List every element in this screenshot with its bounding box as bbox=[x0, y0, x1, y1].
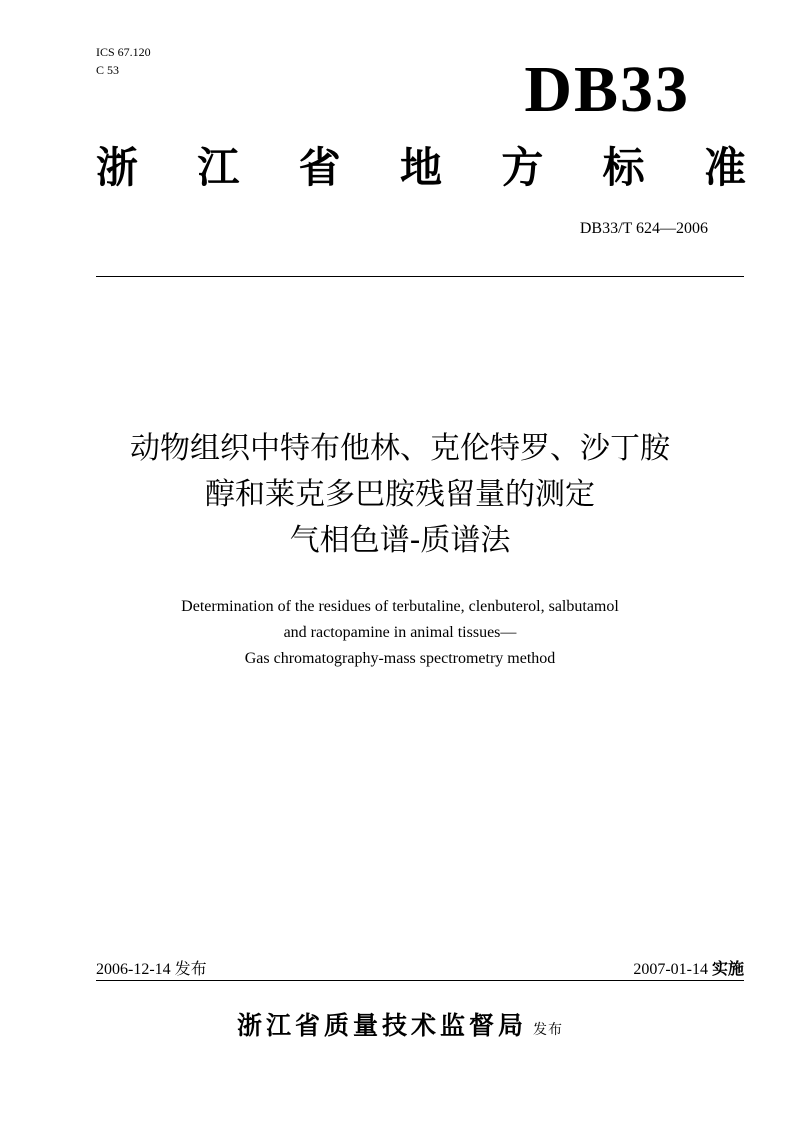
chinese-title-line: 气相色谱-质谱法 bbox=[289, 523, 511, 558]
ccs-code: C 53 bbox=[96, 63, 120, 77]
standard-type-char: 省 bbox=[298, 143, 341, 192]
implementation-date-value: 2007-01-14 bbox=[633, 961, 708, 978]
issue-date-value: 2006-12-14 bbox=[96, 961, 171, 978]
standard-logo: DB33 bbox=[524, 53, 690, 126]
chinese-title-line: 醇和莱克多巴胺残留量的测定 bbox=[205, 477, 595, 512]
standard-type-heading bbox=[96, 140, 746, 196]
implementation-label: 实施 bbox=[711, 959, 744, 978]
ics-code: ICS 67.120 bbox=[96, 45, 151, 59]
chinese-title bbox=[60, 426, 740, 564]
standard-type-char: 方 bbox=[501, 143, 544, 192]
top-divider bbox=[96, 276, 744, 277]
issue-label: 发布 bbox=[174, 959, 207, 978]
english-title bbox=[60, 594, 740, 672]
english-title-line: Determination of the residues of terbutaline, clenbuterol, salbutamol bbox=[181, 598, 619, 615]
issue-date bbox=[96, 958, 207, 981]
bottom-divider bbox=[96, 980, 744, 981]
standard-type-char: 江 bbox=[197, 143, 240, 192]
english-title-line: Gas chromatography-mass spectrometry method bbox=[244, 650, 556, 667]
issuing-authority bbox=[0, 1008, 800, 1048]
standard-type-char: 准 bbox=[703, 143, 746, 192]
standard-type-char: 标 bbox=[602, 143, 645, 192]
standard-number: DB33/T 624—2006 bbox=[579, 220, 708, 237]
issuer-name: 浙江省质量技术监督局 bbox=[236, 1011, 527, 1040]
implementation-date bbox=[633, 958, 744, 981]
issuer-label: 发布 bbox=[533, 1022, 563, 1038]
standard-type-char: 地 bbox=[399, 143, 442, 192]
chinese-title-line: 动物组织中特布他林、克伦特罗、沙丁胺 bbox=[130, 431, 670, 466]
english-title-line: and ractopamine in animal tissues— bbox=[283, 624, 517, 641]
standard-type-char: 浙 bbox=[96, 143, 139, 192]
